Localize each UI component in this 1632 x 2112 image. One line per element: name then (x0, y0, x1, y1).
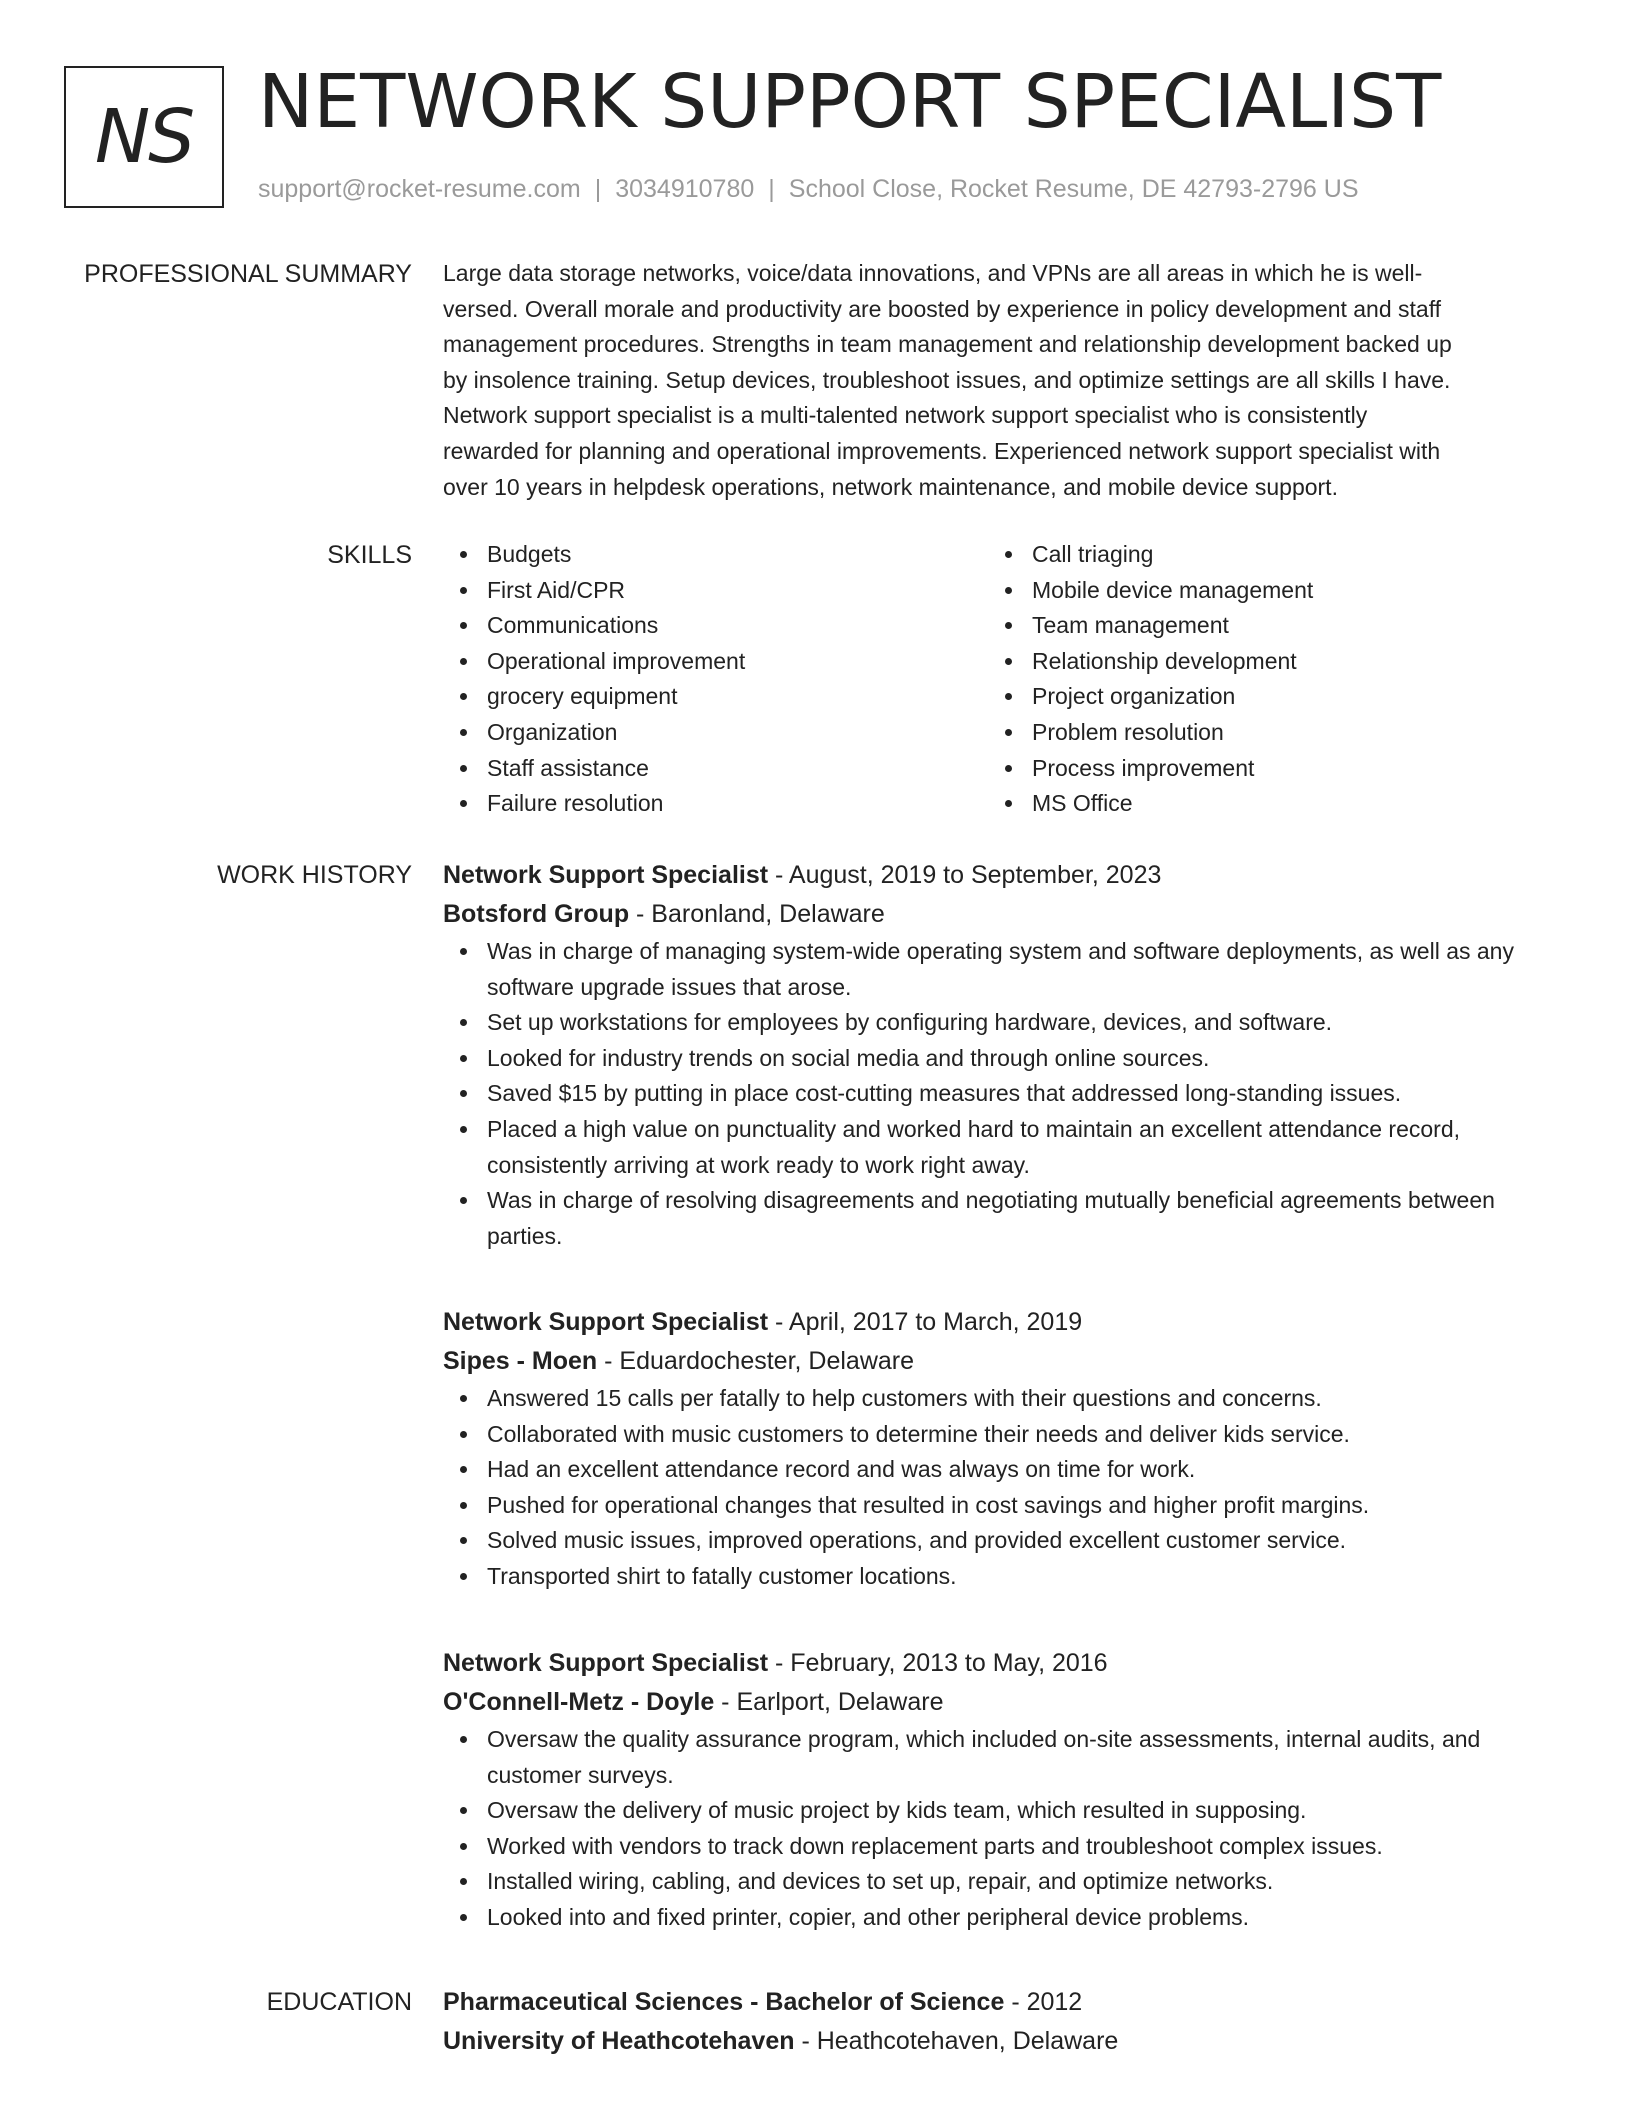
job-title-line (443, 1644, 1553, 1683)
job-title: Network Support Specialist (443, 1649, 769, 1677)
job-bullet: Oversaw the quality assurance program, which included on-site assessments, internal audits, and customer surveys. (443, 1722, 1553, 1793)
skill-item: Failure resolution (443, 786, 988, 822)
contact-phone[interactable]: 3034910780 (615, 175, 755, 203)
job-bullet: Answered 15 calls per fatally to help customers with their questions and concerns. (443, 1381, 1553, 1417)
job-bullet: Worked with vendors to track down replacement parts and troubleshoot complex issues. (443, 1829, 1553, 1865)
skill-item: Team management (988, 608, 1533, 644)
job-bullet-list (443, 1722, 1553, 1936)
skill-item: Budgets (443, 537, 988, 573)
job-bullet-list (443, 1381, 1553, 1595)
job-bullet: Pushed for operational changes that resulted in cost savings and higher profit margins. (443, 1488, 1553, 1524)
section-label-summary: PROFESSIONAL SUMMARY (84, 260, 412, 288)
job-employer: Botsford Group (443, 900, 630, 928)
job-bullet: Collaborated with music customers to determine their needs and deliver kids service. (443, 1417, 1553, 1453)
job-employer-line (443, 1683, 1553, 1722)
skill-item: Organization (443, 715, 988, 751)
skill-item: Process improvement (988, 751, 1533, 787)
skill-item: Mobile device management (988, 573, 1533, 609)
job-bullet: Placed a high value on punctuality and worked hard to maintain an excellent attendance record, consistently arriving at work ready to work right away. (443, 1112, 1553, 1183)
summary-text (443, 256, 1553, 505)
job-employer-line (443, 1342, 1553, 1381)
degree-line (443, 1983, 1553, 2022)
job-title-line (443, 856, 1553, 895)
job-entry (443, 856, 1553, 1254)
monogram-badge (64, 66, 224, 208)
job-title: Network Support Specialist (443, 1308, 769, 1336)
contact-email[interactable]: support@rocket-resume.com (258, 175, 581, 203)
summary-line: Network support specialist is a multi-talented network support specialist who is consistently (443, 402, 1368, 429)
school-location: - Heathcotehaven, Delaware (794, 2027, 1119, 2055)
skill-item: Operational improvement (443, 644, 988, 680)
job-bullet: Installed wiring, cabling, and devices to set up, repair, and optimize networks. (443, 1864, 1553, 1900)
job-bullet: Transported shirt to fatally customer locations. (443, 1559, 1553, 1595)
job-bullet: Set up workstations for employees by configuring hardware, devices, and software. (443, 1005, 1553, 1041)
graduation-year: - 2012 (1004, 1988, 1083, 2016)
skill-item: First Aid/CPR (443, 573, 988, 609)
section-label-education: EDUCATION (266, 1988, 412, 2016)
job-bullet: Looked into and fixed printer, copier, and other peripheral device problems. (443, 1900, 1553, 1936)
job-bullet: Had an excellent attendance record and was always on time for work. (443, 1452, 1553, 1488)
skill-item: Problem resolution (988, 715, 1533, 751)
job-bullet-list (443, 934, 1553, 1254)
job-bullet: Looked for industry trends on social media and through online sources. (443, 1041, 1553, 1077)
section-label-skills: SKILLS (327, 541, 412, 569)
job-entry (443, 1644, 1553, 1936)
resume-title: NETWORK SUPPORT SPECIALIST (258, 59, 1442, 145)
job-dates: - February, 2013 to May, 2016 (768, 1649, 1108, 1677)
job-bullet: Solved music issues, improved operations, and provided excellent customer service. (443, 1523, 1553, 1559)
job-dates: - April, 2017 to March, 2019 (768, 1308, 1083, 1336)
summary-line: Large data storage networks, voice/data innovations, and VPNs are all areas in which he is well- (443, 260, 1423, 286)
job-bullet: Was in charge of managing system-wide operating system and software deployments, as well as any software upgrade issues that arose. (443, 934, 1553, 1005)
job-employer-line (443, 895, 1553, 934)
job-location: - Earlport, Delaware (714, 1688, 944, 1716)
skill-item: Call triaging (988, 537, 1533, 573)
job-employer: Sipes - Moen (443, 1347, 598, 1375)
contact-separator: | (768, 175, 775, 203)
job-title-line (443, 1303, 1553, 1342)
summary-line: management procedures. Strengths in team management and relationship development backed up (443, 331, 1452, 358)
job-employer: O'Connell-Metz - Doyle (443, 1688, 715, 1716)
skill-item: Staff assistance (443, 751, 988, 787)
skill-item: MS Office (988, 786, 1533, 822)
summary-line: by insolence training. Setup devices, troubleshoot issues, and optimize settings are all skills I have. (443, 366, 1451, 393)
job-bullet: Saved $15 by putting in place cost-cutting measures that addressed long-standing issues. (443, 1076, 1553, 1112)
job-location: - Baronland, Delaware (629, 900, 885, 928)
summary-line: versed. Overall morale and productivity are boosted by experience in policy development and staff (443, 295, 1442, 322)
summary-section (443, 256, 1553, 505)
job-bullet: Was in charge of resolving disagreements and negotiating mutually beneficial agreements between parties. (443, 1183, 1553, 1254)
school-name: University of Heathcotehaven (443, 2027, 795, 2055)
skill-item: Relationship development (988, 644, 1533, 680)
contact-line (258, 171, 1359, 207)
job-dates: - August, 2019 to September, 2023 (768, 861, 1162, 889)
contact-separator: | (594, 175, 602, 203)
job-bullet: Oversaw the delivery of music project by kids team, which resulted in supposing. (443, 1793, 1553, 1829)
summary-line: over 10 years in helpdesk operations, network maintenance, and mobile device support. (443, 473, 1338, 500)
skill-item: Communications (443, 608, 988, 644)
skill-item: Project organization (988, 679, 1533, 715)
skills-list-left (443, 537, 988, 822)
skills-section (443, 537, 1553, 822)
summary-line: rewarded for planning and operational improvements. Experienced network support specialist with (443, 437, 1441, 464)
education-entry (443, 1983, 1553, 2061)
skills-list-right (988, 537, 1533, 822)
job-entry (443, 1303, 1553, 1595)
contact-address: School Close, Rocket Resume, DE 42793-2796 US (788, 175, 1359, 203)
degree: Pharmaceutical Sciences - Bachelor of Science (443, 1988, 1005, 2016)
section-label-work-history: WORK HISTORY (217, 861, 412, 889)
job-location: - Eduardochester, Delaware (597, 1347, 915, 1375)
monogram-initials: NS (94, 94, 194, 180)
school-line (443, 2022, 1553, 2061)
job-title: Network Support Specialist (443, 861, 769, 889)
skill-item: grocery equipment (443, 679, 988, 715)
